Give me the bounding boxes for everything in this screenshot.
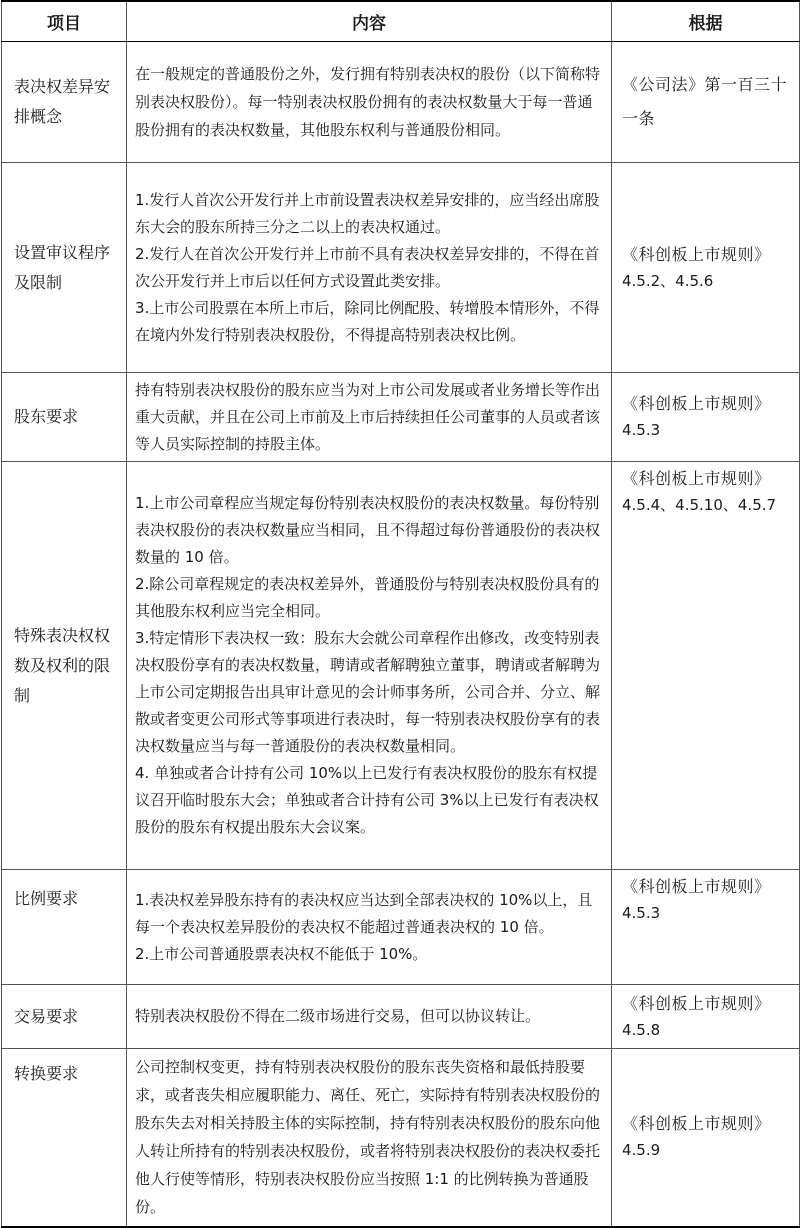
- row-item: 交易要求: [2, 985, 127, 1049]
- row-item: 股东要求: [2, 373, 127, 462]
- law-clauses: 4.5.9: [622, 1141, 661, 1160]
- table-row: [2, 985, 800, 1049]
- row-content: [127, 373, 612, 462]
- content-paragraph: 公司控制权变更，持有特别表决权股份的股东丧失资格和最低持股要求，或者丧失相应履职能力、离任、死亡，实际持有特别表决权股份的股东失去对相关持股主体的实际控制，持有特别表决权股份的股东向他人转让所持有的特别表决权股份，或者将特别表决权股份的表决权委托他人行使等情形，特别表决权股份应当按照 1:1 的比例转换为普通股份。: [135, 1058, 601, 1217]
- law-name: 《公司法》第一百三十一条: [622, 75, 788, 128]
- law-name: 《科创板上市规则》: [622, 993, 771, 1013]
- table-row: [2, 462, 800, 870]
- content-paragraph: 1.表决权差异股东持有的表决权应当达到全部表决权的 10%以上，且每一个表决权差异股份的表决权不能超过普通表决权的 10 倍。: [135, 890, 593, 936]
- row-content: [127, 870, 612, 985]
- row-item: 表决权差异安排概念: [2, 42, 127, 163]
- content-paragraph: 1.发行人首次公开发行并上市前设置表决权差异安排的，应当经出席股东大会的股东所持三分之二以上的表决权通过。: [135, 190, 600, 236]
- law-name: 《科创板上市规则》: [622, 1114, 771, 1134]
- row-basis: [612, 163, 800, 373]
- law-name: 《科创板上市规则》: [622, 469, 771, 488]
- table-row: [2, 1049, 800, 1227]
- row-item: 转换要求: [2, 1049, 127, 1227]
- row-content: [127, 985, 612, 1049]
- header-item: 项目: [2, 1, 127, 42]
- content-paragraph: 1.上市公司章程应当规定每份特别表决权股份的表决权数量。每份特别表决权股份的表决权数量应当相同，且不得超过每份普通股份的表决权数量的 10 倍。: [135, 494, 601, 566]
- law-clauses: 4.5.3: [622, 421, 661, 439]
- law-name: 《科创板上市规则》: [622, 394, 771, 413]
- content-paragraph: 2.发行人在首次公开发行并上市前不具有表决权差异安排的，不得在首次公开发行并上市后以任何方式设置此类安排。: [135, 244, 600, 290]
- header-basis: 根据: [612, 1, 800, 42]
- row-content: [127, 42, 612, 163]
- law-clauses: 4.5.8: [622, 1020, 661, 1039]
- row-basis: [612, 462, 800, 870]
- table-row: [2, 870, 800, 985]
- row-basis: [612, 42, 800, 163]
- content-paragraph: 2.除公司章程规定的表决权差异外，普通股份与特别表决权股份具有的其他股东权利应当完全相同。: [135, 575, 600, 620]
- content-paragraph: 特别表决权股份不得在二级市场进行交易，但可以协议转让。: [135, 1007, 541, 1025]
- table-row: [2, 42, 800, 163]
- content-paragraph: 3.上市公司股票在本所上市后，除同比例配股、转增股本情形外，不得在境内外发行特别表决权股份，不得提高特别表决权比例。: [135, 298, 600, 344]
- row-content: [127, 1049, 612, 1227]
- content-paragraph: 在一般规定的普通股份之外，发行拥有特别表决权的股份（以下简称特别表决权股份）。每一特别表决权股份拥有的表决权数量大于每一普通股份拥有的表决权数量，其他股东权利与普通股份相同。: [135, 65, 601, 139]
- law-clauses: 4.5.3: [622, 904, 661, 922]
- row-content: [127, 462, 612, 870]
- row-basis: [612, 870, 800, 985]
- regulation-table: [1, 0, 800, 1228]
- content-paragraph: 2.上市公司普通股票表决权不能低于 10%。: [135, 944, 428, 963]
- table-row: [2, 163, 800, 373]
- row-basis: [612, 1049, 800, 1227]
- row-basis: [612, 373, 800, 462]
- table-row: [2, 373, 800, 462]
- row-item: 设置审议程序及限制: [2, 163, 127, 373]
- row-item: 比例要求: [2, 870, 127, 985]
- law-clauses: 4.5.4、4.5.10、4.5.7: [622, 496, 777, 514]
- law-clauses: 4.5.2、4.5.6: [622, 271, 714, 290]
- row-item: 特殊表决权权数及权利的限制: [2, 462, 127, 870]
- header-row: [2, 1, 800, 42]
- law-name: 《科创板上市规则》: [622, 244, 771, 264]
- row-basis: [612, 985, 800, 1049]
- header-content: 内容: [127, 1, 612, 42]
- row-content: [127, 163, 612, 373]
- law-name: 《科创板上市规则》: [622, 877, 771, 896]
- content-paragraph: 持有特别表决权股份的股东应当为对上市公司发展或者业务增长等作出重大贡献，并且在公司上市前及上市后持续担任公司董事的人员或者该等人员实际控制的持股主体。: [135, 380, 601, 453]
- content-paragraph: 3.特定情形下表决权一致：股东大会就公司章程作出修改，改变特别表决权股份享有的表决权数量，聘请或者解聘独立董事，聘请或者解聘为上市公司定期报告出具审计意见的会计师事务所，公司合并、分立、解散或者变更公司形式等事项进行表决时，每一特别表决权股份享有的表决权数量应当与每一普通股份的表决权数量相同。: [135, 629, 601, 755]
- content-paragraph: 4. 单独或者合计持有公司 10%以上已发行有表决权股份的股东有权提议召开临时股东大会；单独或者合计持有公司 3%以上已发行有表决权股份的股东有权提出股东大会议案。: [135, 764, 599, 836]
